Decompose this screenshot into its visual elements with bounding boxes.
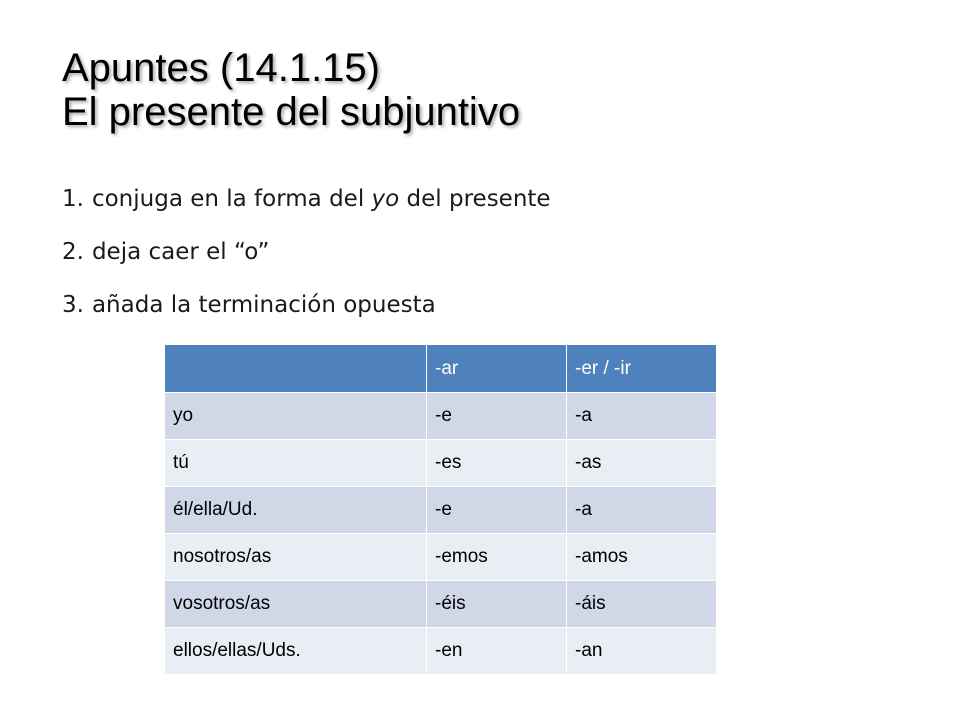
step-number: 1. (62, 186, 84, 212)
title-line-1: Apuntes (14.1.15) (62, 46, 380, 90)
er-ir-ending-cell: -an (567, 628, 717, 675)
step-number: 2. (62, 239, 84, 265)
conjugation-table (164, 344, 717, 675)
ar-ending-cell: -es (427, 440, 567, 487)
er-ir-ending-cell: -a (567, 487, 717, 534)
table-row (165, 440, 717, 487)
step-text: añada la terminación opuesta (91, 292, 436, 318)
step-text: deja caer el “o” (91, 239, 270, 265)
table-row (165, 628, 717, 675)
ar-ending-cell: -emos (427, 534, 567, 581)
step-text-italic: yo (371, 186, 400, 212)
pronoun-cell: yo (165, 393, 427, 440)
table-row (165, 581, 717, 628)
ar-ending-cell: -e (427, 393, 567, 440)
pronoun-cell: vosotros/as (165, 581, 427, 628)
step-number: 3. (62, 292, 84, 318)
er-ir-ending-cell: -amos (567, 534, 717, 581)
table-header-row (165, 345, 717, 393)
table-row (165, 487, 717, 534)
slide-title (62, 46, 922, 134)
header-cell-ar: -ar (427, 345, 567, 393)
ar-ending-cell: -éis (427, 581, 567, 628)
pronoun-cell: ellos/ellas/Uds. (165, 628, 427, 675)
pronoun-cell: tú (165, 440, 427, 487)
title-line-2: El presente del subjuntivo (62, 90, 521, 134)
steps-list (62, 176, 551, 335)
pronoun-cell: nosotros/as (165, 534, 427, 581)
step-item-1 (62, 176, 551, 229)
table-row (165, 534, 717, 581)
table-row (165, 393, 717, 440)
header-cell-pronoun (165, 345, 427, 393)
header-cell-er-ir: -er / -ir (567, 345, 717, 393)
pronoun-cell: él/ella/Ud. (165, 487, 427, 534)
ar-ending-cell: -en (427, 628, 567, 675)
er-ir-ending-cell: -as (567, 440, 717, 487)
step-text-before: conjuga en la forma del (91, 186, 372, 212)
step-text-after: del presente (399, 186, 551, 212)
step-item-3 (62, 282, 551, 335)
er-ir-ending-cell: -áis (567, 581, 717, 628)
er-ir-ending-cell: -a (567, 393, 717, 440)
step-item-2 (62, 229, 551, 282)
ar-ending-cell: -e (427, 487, 567, 534)
